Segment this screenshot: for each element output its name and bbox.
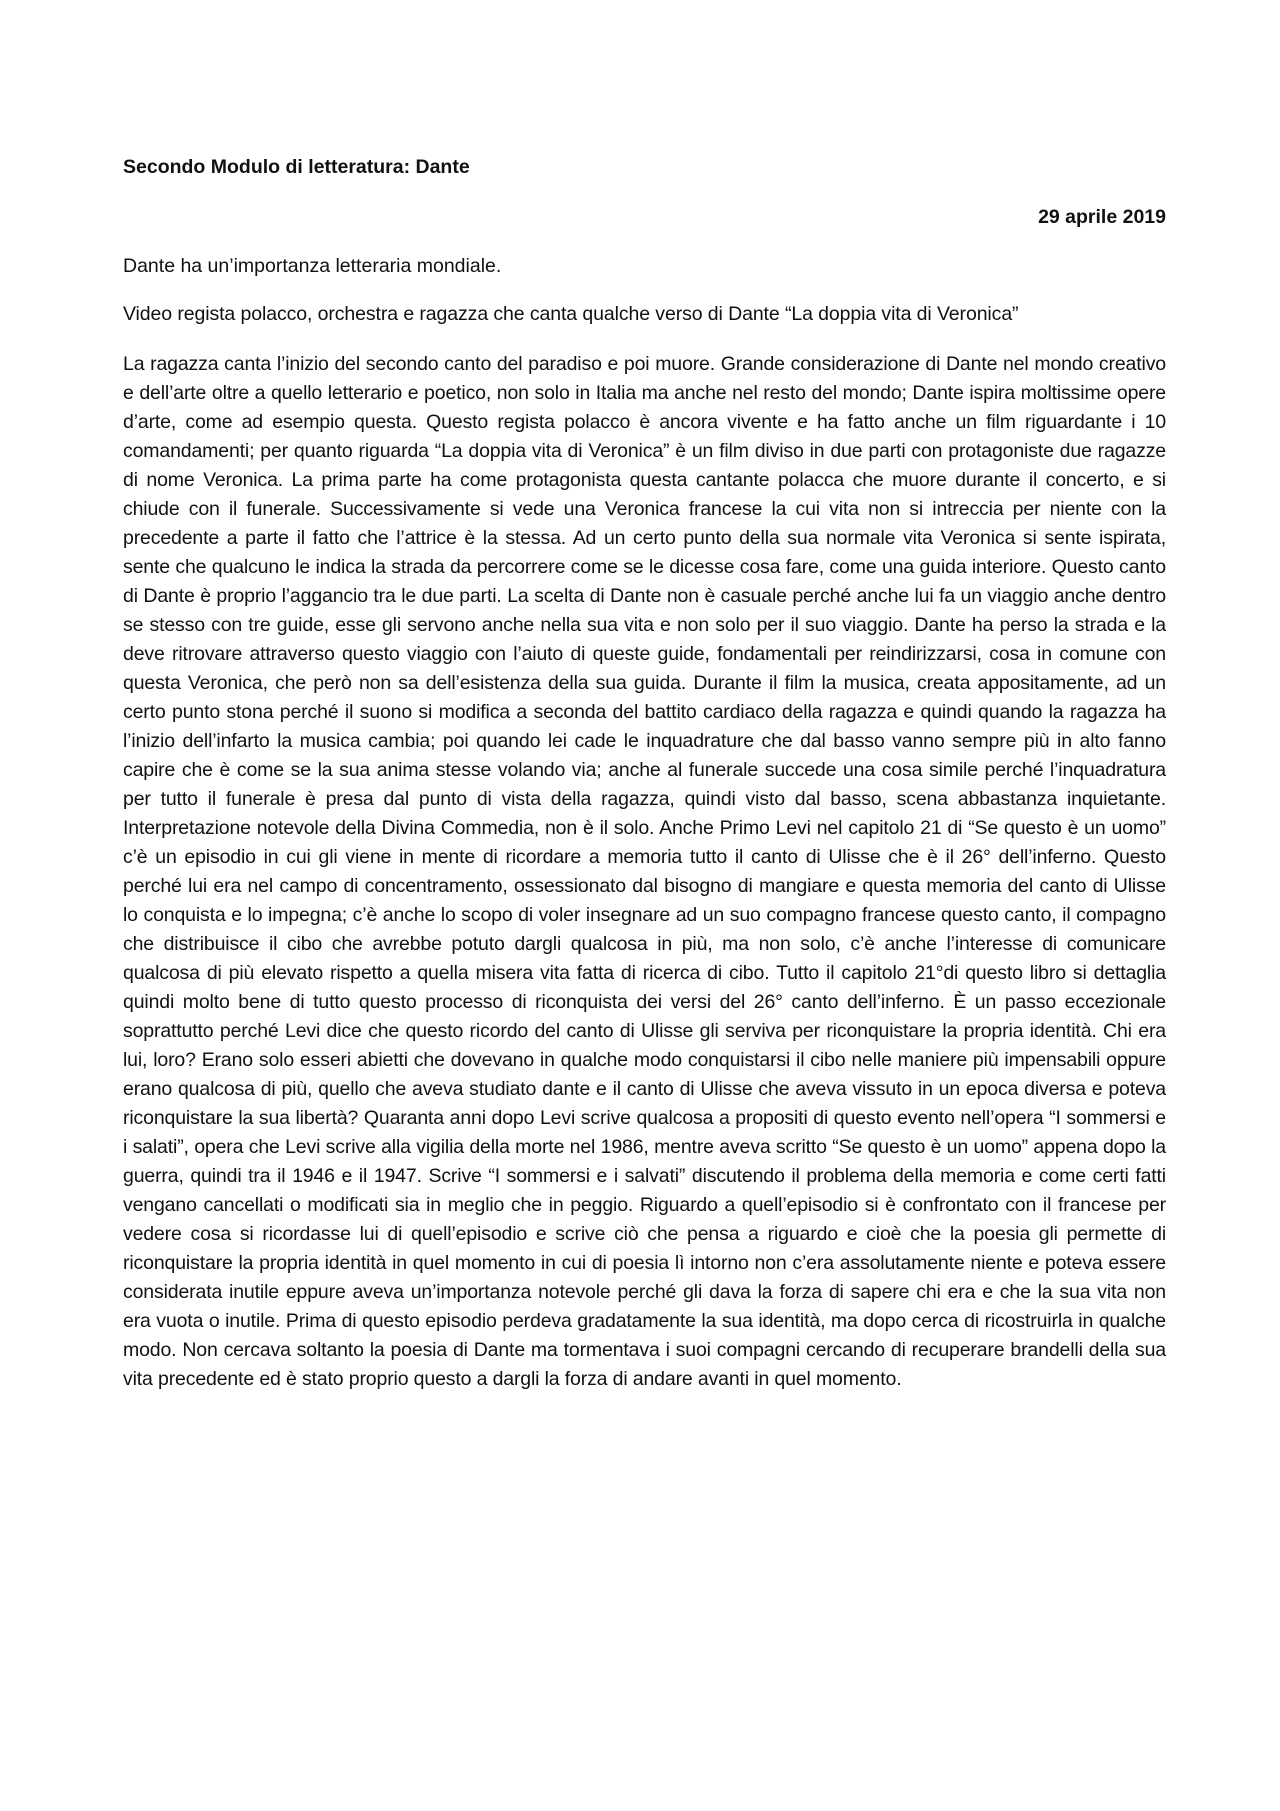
intro-line-2: Video regista polacco, orchestra e ragazza che canta qualche verso di Dante “La doppia vita di Veronica” bbox=[123, 303, 1019, 325]
document-date: 29 aprile 2019 bbox=[1038, 206, 1166, 228]
document-title: Secondo Modulo di letteratura: Dante bbox=[123, 156, 470, 178]
body-paragraph: La ragazza canta l’inizio del secondo canto del paradiso e poi muore. Grande considerazione di Dante nel mondo creativo e dell’arte oltre a quello letterario e poetico, non solo in Italia ma anche nel resto del mondo; Dante ispira moltissime opere d’arte, come ad esempio questa. Questo regista polacco è ancora vivente e ha fatto anche un film riguardante i 10 comandamenti; per quanto riguarda “La doppia vita di Veronica” è un film diviso in due parti con protagoniste due ragazze di nome Veronica. La prima parte ha come protagonista questa cantante polacca che muore durante il concerto, e si chiude con il funerale. Successivamente si vede una Veronica francese la cui vita non si intreccia per niente con la precedente a parte il fatto che l’attrice è la stessa. Ad un certo punto della sua normale vita Veronica si sente ispirata, sente che qualcuno le indica la strada da percorrere come se le dicesse cosa fare, come una guida interiore. Questo canto di Dante è proprio l’aggancio tra le due parti. La scelta di Dante non è casuale perché anche lui fa un viaggio anche dentro se stesso con tre guide, esse gli servono anche nella sua vita e non solo per il suo viaggio. Dante ha perso la strada e la deve ritrovare attraverso questo viaggio con l’aiuto di queste guide, fondamentali per reindirizzarsi, cosa in comune con questa Veronica, che però non sa dell’esistenza della sua guida. Durante il film la musica, creata appositamente, ad un certo punto stona perché il suono si modifica a seconda del battito cardiaco della ragazza e quindi quando la ragazza ha l’inizio dell’infarto la musica cambia; poi quando lei cade le inquadrature che dal basso vanno sempre più in alto fanno capire che è come se la sua anima stesse volando via; anche al funerale succede una cosa simile perché l’inquadratura per tutto il funerale è presa dal punto di vista della ragazza, quindi visto dal basso, scena abbastanza inquietante. Interpretazione notevole della Divina Commedia, non è il solo. Anche Primo Levi nel capitolo 21 di “Se questo è un uomo” c’è un episodio in cui gli viene in mente di ricordare a memoria tutto il canto di Ulisse che è il 26° dell’inferno. Questo perché lui era nel campo di concentramento, ossessionato dal bisogno di mangiare e questa memoria del canto di Ulisse lo conquista e lo impegna; c’è anche lo scopo di voler insegnare ad un suo compagno francese questo canto, il compagno che distribuisce il cibo che avrebbe potuto dargli qualcosa in più, ma non solo, c’è anche l’interesse di comunicare qualcosa di più elevato rispetto a quella misera vita fatta di ricerca di cibo. Tutto il capitolo 21°di questo libro si dettaglia quindi molto bene di tutto questo processo di riconquista dei versi del 26° canto dell’inferno. È un passo eccezionale soprattutto perché Levi dice che questo ricordo del canto di Ulisse gli serviva per riconquistare la propria identità. Chi era lui, loro? Erano solo esseri abietti che dovevano in qualche modo conquistarsi il cibo nelle maniere più impensabili oppure erano qualcosa di più, quello che aveva studiato dante e il canto di Ulisse che aveva vissuto in un epoca diversa e poteva riconquistare la sua libertà? Quaranta anni dopo Levi scrive qualcosa a propositi di questo evento nell’opera “I sommersi e i salati”, opera che Levi scrive alla vigilia della morte nel 1986, mentre aveva scritto “Se questo è un uomo” appena dopo la guerra, quindi tra il 1946 e il 1947. Scrive “I sommersi e i salvati” discutendo il problema della memoria e come certi fatti vengano cancellati o modificati sia in meglio che in peggio. Riguardo a quell’episodio si è confrontato con il francese per vedere cosa si ricordasse lui di quell’episodio e scrive ciò che pensa a riguardo e cioè che la poesia gli permette di riconquistare la propria identità in quel momento in cui di poesia lì intorno non c’era assolutamente niente e poteva essere considerata inutile eppure aveva un’importanza notevole perché gli dava la forza di sapere chi era e che la sua vita non era vuota o inutile. Prima di questo episodio perdeva gradatamente la sua identità, ma dopo cerca di ricostruirla in qualche modo. Non cercava soltanto la poesia di Dante ma tormentava i suoi compagni cercando di recuperare brandelli della sua vita precedente ed è stato proprio questo a dargli la forza di andare avanti in quel momento. bbox=[123, 353, 1166, 1390]
intro-line-1: Dante ha un’importanza letteraria mondiale. bbox=[123, 255, 502, 277]
